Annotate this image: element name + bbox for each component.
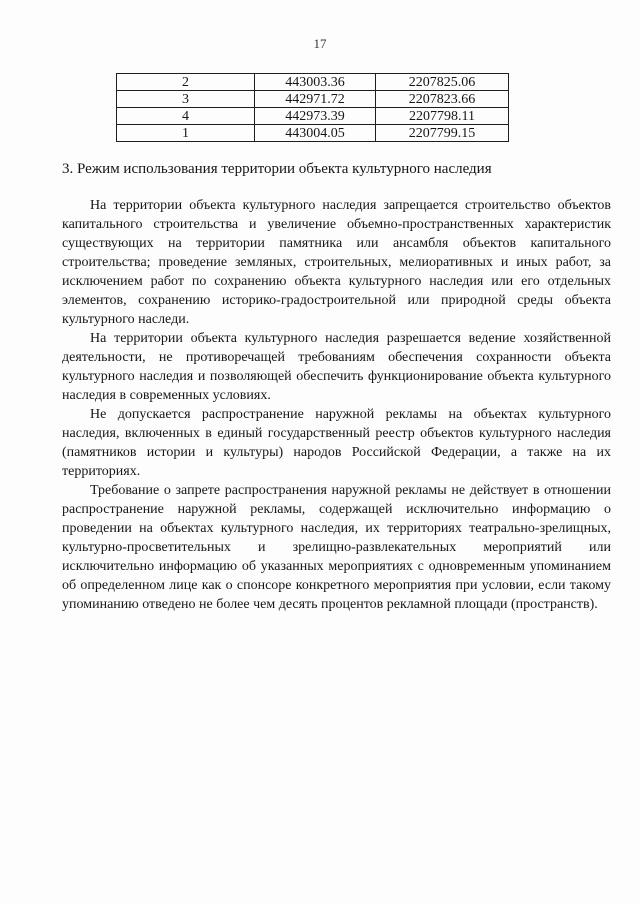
y-coordinate: 2207823.66 [376, 91, 509, 108]
coordinates-table [116, 73, 509, 142]
table-row [117, 91, 509, 108]
x-coordinate: 443003.36 [255, 74, 376, 91]
table-row [117, 125, 509, 142]
point-number: 3 [117, 91, 255, 108]
table-row [117, 108, 509, 125]
y-coordinate: 2207799.15 [376, 125, 509, 142]
page-number: 17 [313, 36, 327, 51]
y-coordinate: 2207798.11 [376, 108, 509, 125]
paragraph: Требование о запрете распространения наружной рекламы не действует в отношении распространение наружной рекламы, содержащей исключительно информацию о проведении на объектах культурного наследия, их территориях театрально-зрелищных, культурно-просветительных и зрелищно-развлекательных мероприятий или исключительно информацию об указанных мероприятиях с одновременным упоминанием об определенном лице как о спонсоре конкретного мероприятия при условии, если такому упоминанию отведено не более чем десять процентов рекламной площади (пространств). [62, 483, 611, 612]
point-number: 4 [117, 108, 255, 125]
x-coordinate: 442971.72 [255, 91, 376, 108]
x-coordinate: 443004.05 [255, 125, 376, 142]
y-coordinate: 2207825.06 [376, 74, 509, 91]
x-coordinate: 442973.39 [255, 108, 376, 125]
paragraph: На территории объекта культурного наследия разрешается ведение хозяйственной деятельности, не противоречащей требованиям обеспечения сохранности объекта культурного наследия и позволяющей обеспечить функционирование объекта культурного наследия в современных условиях. [62, 331, 611, 403]
table-row [117, 74, 509, 91]
paragraph: Не допускается распространение наружной рекламы на объектах культурного наследия, включенных в единый государственный реестр объектов культурного наследия (памятников истории и культуры) народов Российской Федерации, а также на их территориях. [62, 407, 611, 479]
paragraph: На территории объекта культурного наследия запрещается строительство объектов капитального строительства и увеличение объемно-пространственных характеристик существующих на территории памятника или ансамбля объектов капитального строительства; проведение земляных, строительных, мелиоративных и иных работ, за исключением работ по сохранению объекта культурного наследия или его отдельных элементов, сохранению историко-градостроительной или природной среды объекта культурного наследи. [62, 198, 611, 327]
point-number: 2 [117, 74, 255, 91]
body-text [62, 196, 611, 614]
point-number: 1 [117, 125, 255, 142]
section-title: 3. Режим использования территории объекта культурного наследия [62, 161, 492, 177]
